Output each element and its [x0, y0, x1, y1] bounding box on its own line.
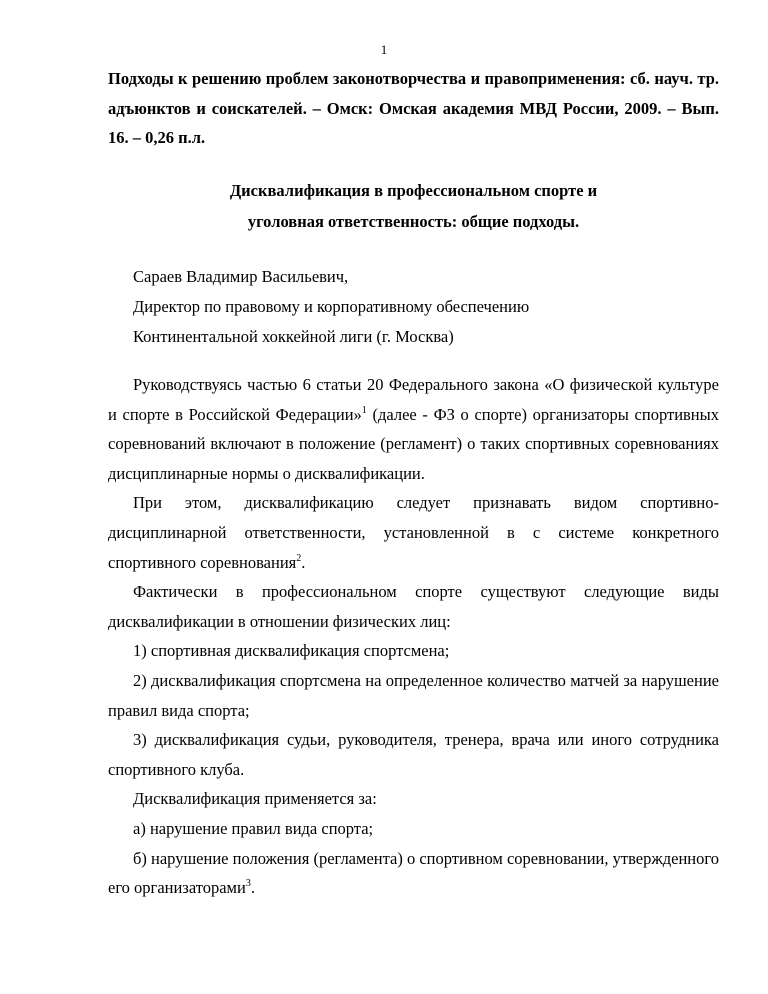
paragraph-text: 1) спортивная дисквалификация спортсмена; [133, 641, 450, 661]
paragraph [108, 784, 719, 814]
article-title [108, 176, 719, 237]
article-title-line-1: Дисквалификация в профессиональном спорте и [229, 181, 598, 200]
author-block [133, 262, 719, 352]
paragraph-text: Фактически в профессиональном спорте существуют следующие виды дисквалификации в отношении физических лиц: [108, 582, 719, 631]
footnote-ref: 3 [245, 878, 251, 890]
footnote-ref: 1 [361, 404, 367, 416]
article-body [108, 370, 719, 903]
author-organization: Континентальной хоккейной лиги (г. Москва) [133, 327, 454, 346]
author-name: Сараев Владимир Васильевич, [133, 267, 349, 286]
page-number: 1 [380, 42, 388, 57]
paragraph [108, 577, 719, 636]
list-item [108, 844, 719, 903]
citation-header: Подходы к решению проблем законотворчества и правоприменения: сб. науч. тр. адъюнктов и соискателей. – Омск: Омская академия МВД России, 2009. – Вып. 16. – 0,26 п.л. [108, 69, 719, 148]
list-item [108, 814, 719, 844]
paragraph-text-tail: . [250, 878, 255, 898]
footnote-ref: 2 [296, 552, 302, 564]
paragraph-text: Руководствуясь частью 6 статьи 20 Федерального закона «О физической культуре и спорте в Российской Федерации» [108, 375, 719, 424]
list-item [108, 636, 719, 666]
paragraph-text: Дисквалификация применяется за: [133, 789, 377, 809]
paragraph-text: 2) дисквалификация спортсмена на определенное количество матчей за нарушение правил вида спорта; [108, 670, 719, 720]
paragraph-text: а) нарушение правил вида спорта; [133, 818, 374, 838]
paragraph-text: 3) дисквалификация судьи, руководителя, тренера, врача или иного сотрудника спортивного клуба. [108, 730, 719, 779]
paragraph-text-tail: . [301, 552, 306, 572]
list-item [108, 666, 719, 725]
paragraph-text: б) нарушение положения (регламента) о спортивном соревновании, утвержденного его организаторами [108, 848, 719, 898]
paragraph [108, 488, 719, 577]
list-item [108, 725, 719, 784]
paragraph [108, 370, 719, 488]
author-position: Директор по правовому и корпоративному обеспечению [133, 297, 530, 316]
article-title-line-2: уголовная ответственность: общие подходы. [247, 211, 580, 231]
paragraph-text: При этом, дисквалификацию следует признавать видом спортивно-дисциплинарной ответственности, установленной в с системе конкретного спортивного соревнования [108, 493, 719, 572]
paragraph-text-tail: (далее - ФЗ о спорте) организаторы спортивных соревнований включают в положение (регламент) о таких спортивных соревнованиях дисциплинарные нормы о дисквалификации. [108, 404, 719, 483]
